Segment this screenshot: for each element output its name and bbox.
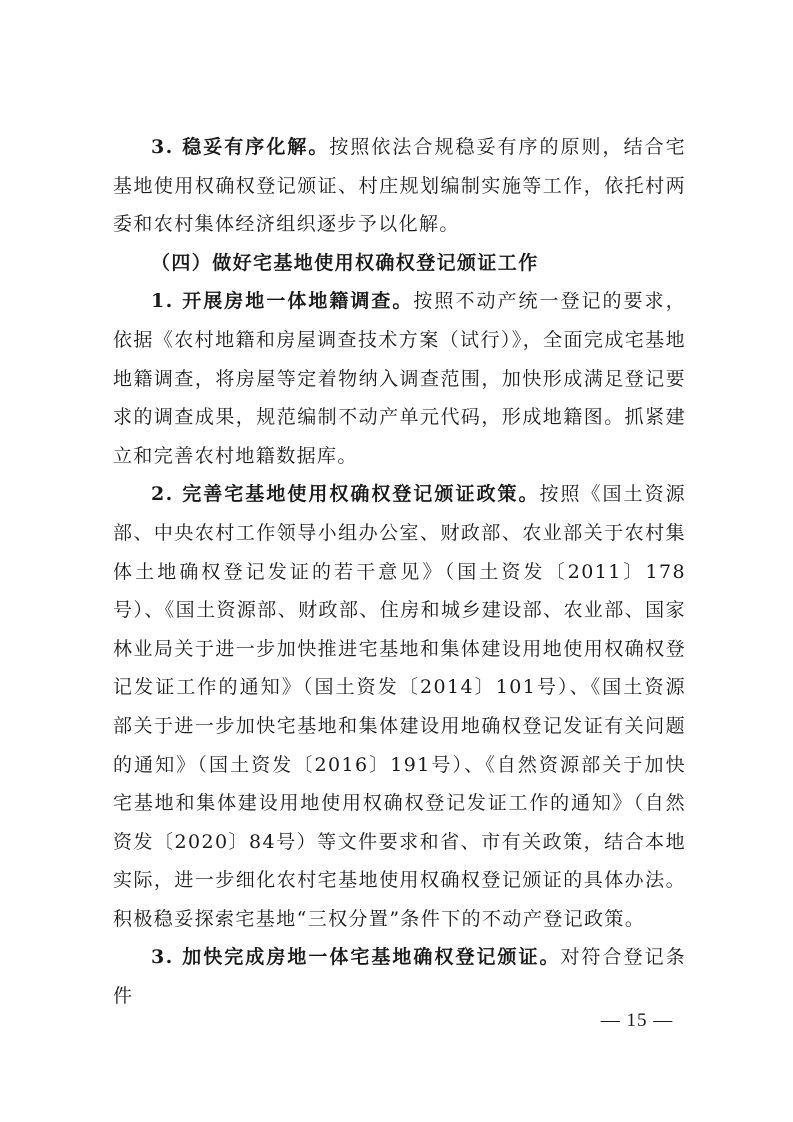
paragraph-lead: 3. 加快完成房地一体宅基地确权登记颁证。 bbox=[151, 946, 561, 969]
paragraph-registration-policy bbox=[113, 475, 686, 938]
paragraph-lead: 1. 开展房地一体地籍调查。 bbox=[151, 290, 414, 313]
document-body bbox=[113, 128, 686, 1016]
paragraph-cadastral-survey bbox=[113, 282, 686, 475]
paragraph-lead: 3. 稳妥有序化解。 bbox=[151, 136, 330, 158]
paragraph-text: 按照不动产统一登记的要求，依据《农村地籍和房屋调查技术方案（试行）》，全面完成宅基地地籍调查，将房屋等定着物纳入调查范围，加快形成满足登记要求的调查成果，规范编制不动产单元代码，形成地籍图。抓紧建立和完善农村地籍数据库。 bbox=[113, 290, 686, 467]
paragraph-lead: 2. 完善宅基地使用权确权登记颁证政策。 bbox=[151, 483, 540, 506]
paragraph-resolve-steadily bbox=[113, 128, 686, 244]
page-number: — 15 — bbox=[600, 1010, 674, 1031]
section-heading: （四）做好宅基地使用权确权登记颁证工作 bbox=[151, 251, 539, 274]
paragraph-text: 按照依法合规稳妥有序的原则，结合宅基地使用权确权登记颁证、村庄规划编制实施等工作，依托村两委和农村集体经济组织逐步予以化解。 bbox=[113, 136, 686, 236]
paragraph-text: 对符合登记条件 bbox=[113, 946, 686, 1008]
paragraph-registration-speedup bbox=[113, 938, 686, 1015]
paragraph-text: 按照《国土资源部、中央农村工作领导小组办公室、财政部、农业部关于农村集体土地确权登记发证的若干意见》（国土资发〔2011〕178号）、《国土资源部、财政部、住房和城乡建设部、农业部、国家林业局关于进一步加快推进宅基地和集体建设用地使用权确权登记发证工作的通知》（国土资发〔2014〕101号）、《国土资源部关于进一步加快宅基地和集体建设用地确权登记发证有关问题的通知》（国土资发〔2016〕191号）、《自然资源部关于加快宅基地和集体建设用地使用权确权登记发证工作的通知》（自然资发〔2020〕84号）等文件要求和省、市有关政策，结合本地实际，进一步细化农村宅基地使用权确权登记颁证的具体办法。积极稳妥探索宅基地“三权分置”条件下的不动产登记政策。 bbox=[113, 483, 686, 930]
